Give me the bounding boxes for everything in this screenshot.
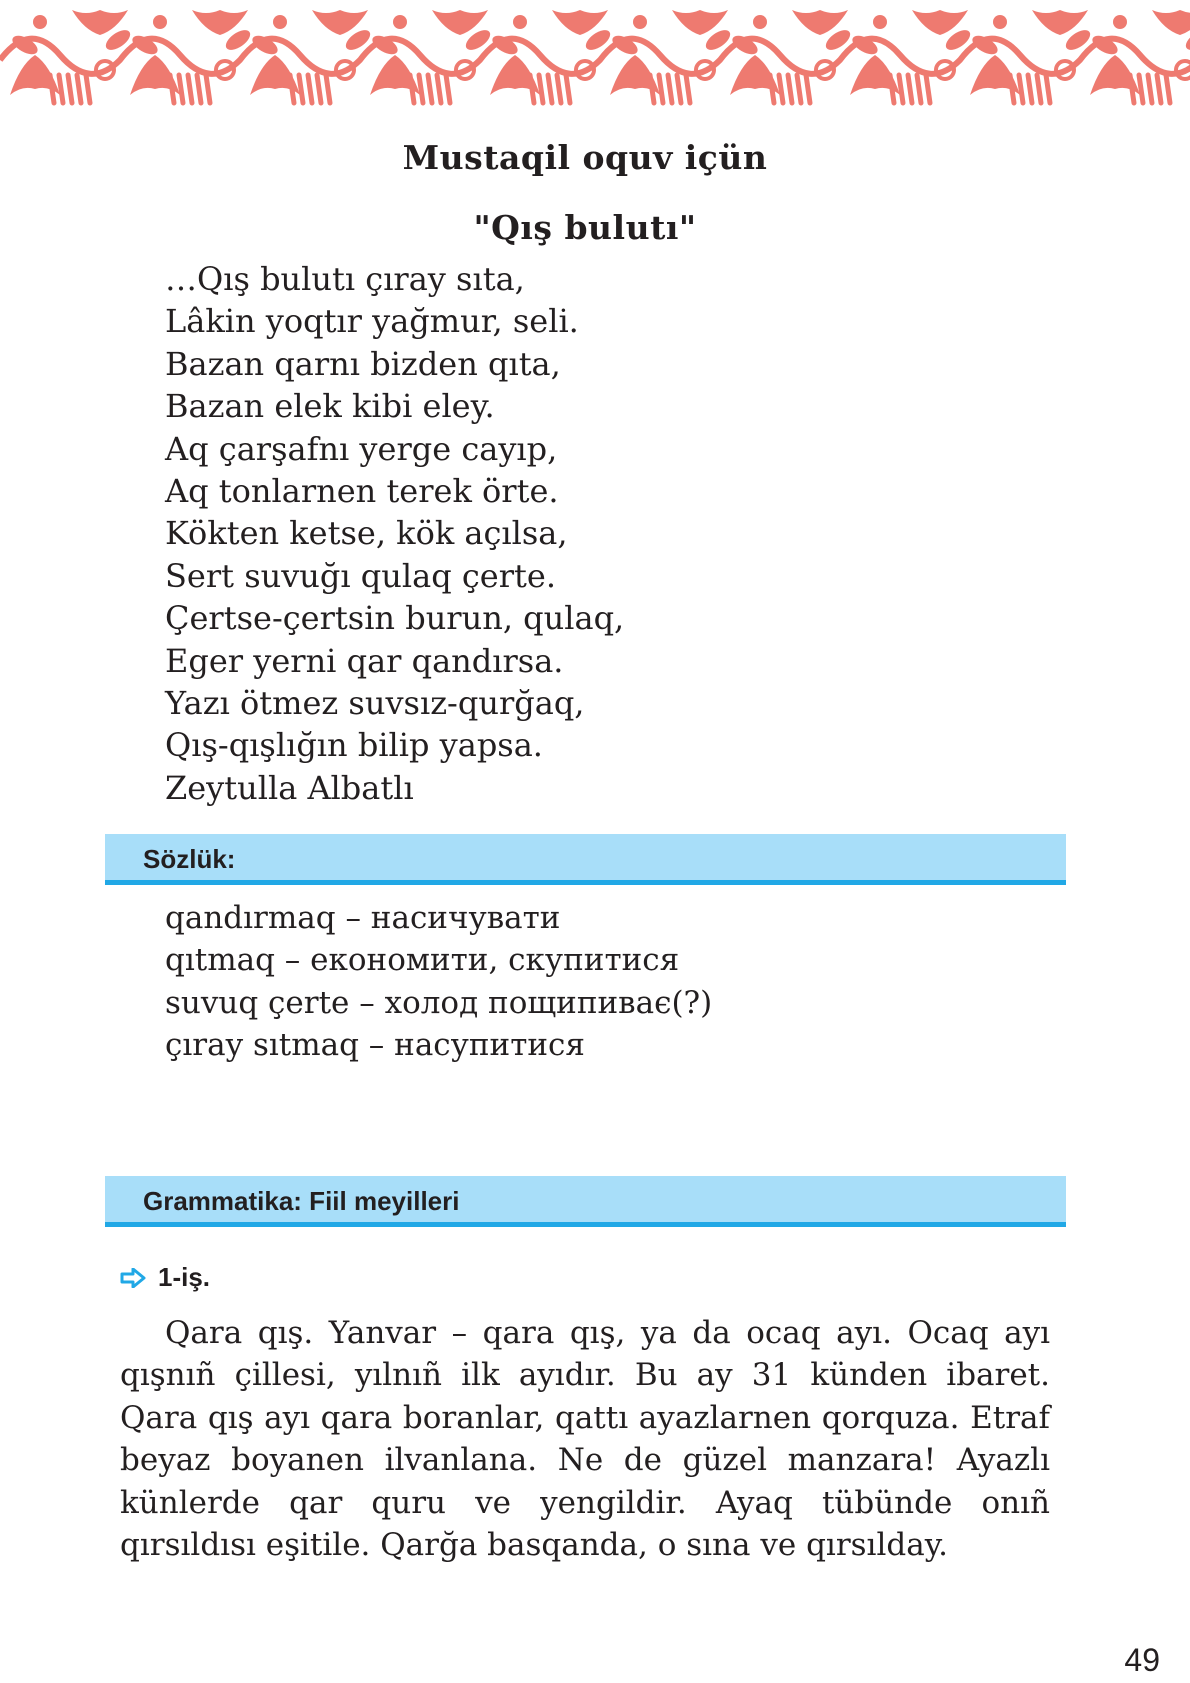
poem-line: Bazan qarnı bizden qıta, (165, 344, 561, 383)
poem-line: Aq tonlarnen terek örte. (165, 472, 559, 511)
poem-line: Yazı ötmez suvsız-qurğaq, (165, 684, 585, 723)
vocabulary-item: suvuq çerte – холод пощипиває(?) (165, 984, 713, 1021)
task-paragraph: Qara qış. Yanvar – qara qış, ya da ocaq ayı. Ocaq ayı qışnıñ çillesi, yılnıñ ilk ayıdır. Bu ay 31 künden ibaret. Qara qış ayı qara boranlar, qattı ayazlarnen qorquza. Etraf beyaz boyanen ilvanlana. Ne de güzel manzara! Ayazlı künlerde qar quru ve yengildir. Ayaq tübünde onıñ qırsıldısı eşitile. Qarğa basqanda, o sına ve qırsılday. (120, 1315, 1050, 1564)
vocabulary-header-band (105, 834, 1066, 885)
floral-ornament-border (0, 0, 1190, 112)
poem-line: Eger yerni qar qandırsa. (165, 641, 564, 680)
poem-line: Bazan elek kibi eley. (165, 387, 495, 426)
arrow-right-icon (120, 1268, 146, 1288)
page-number: 49 (1124, 1642, 1160, 1678)
poem-line: Qış-qışlığın bilip yapsa. (165, 726, 543, 765)
grammar-heading: Grammatika: Fiil meyilleri (143, 1186, 460, 1216)
poem-line: Lâkin yoqtır yağmur, seli. (165, 302, 579, 341)
poem-author: Zeytulla Albatlı (165, 768, 414, 807)
section-title: Mustaqil oquv içün (402, 138, 768, 177)
task-label-row (120, 1262, 210, 1293)
grammar-header-band (105, 1176, 1066, 1227)
task-label: 1-iş. (158, 1262, 211, 1292)
poem-line: …Qış bulutı çıray sıta, (165, 260, 525, 298)
vocabulary-heading: Sözlük: (143, 844, 236, 874)
poem-line: Kökten ketse, kök açılsa, (165, 514, 568, 553)
poem-text (165, 258, 624, 809)
vocabulary-list (165, 897, 712, 1067)
vocabulary-item: çıray sıtmaq – насупитися (165, 1027, 585, 1064)
poem-line: Aq çarşafnı yerge cayıp, (165, 429, 558, 468)
vocabulary-item: qıtmaq – економити, скупитися (165, 942, 680, 979)
poem-title: "Qış bulutı" (473, 208, 697, 247)
poem-line: Çertse-çertsin burun, qulaq, (165, 599, 625, 638)
poem-line: Sert suvuğı qulaq çerte. (165, 556, 556, 595)
vocabulary-item: qandırmaq – насичувати (165, 900, 561, 936)
